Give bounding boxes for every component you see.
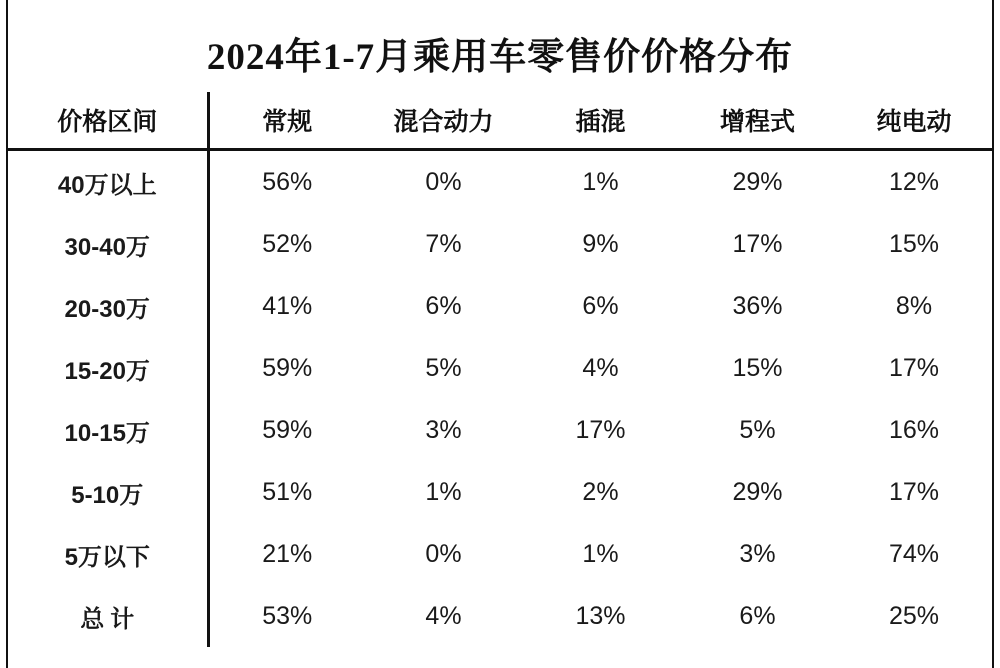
column-header-3: 增程式 — [679, 92, 836, 150]
page-title: 2024年1-7月乘用车零售价价格分布 — [206, 37, 794, 78]
cell-value: 6% — [739, 601, 776, 630]
cell-value: 41% — [262, 291, 313, 320]
cell-value: 36% — [732, 291, 783, 320]
column-header-0: 常规 — [208, 92, 365, 150]
cell-value: 52% — [262, 229, 313, 258]
table-row — [8, 150, 992, 214]
cell-value: 0% — [425, 167, 462, 196]
cell-value: 0% — [425, 539, 462, 568]
cell-value: 59% — [262, 353, 313, 382]
cell-value: 51% — [262, 477, 313, 506]
cell-value: 16% — [888, 415, 940, 444]
cell-value: 6% — [425, 291, 462, 320]
cell-value: 8% — [895, 291, 933, 320]
cell-value: 9% — [582, 229, 619, 258]
cell-value: 7% — [425, 229, 462, 258]
cell-value: 53% — [262, 601, 313, 630]
cell-value: 56% — [262, 167, 313, 196]
row-label: 5万以下 — [8, 523, 208, 585]
column-header-price-range: 价格区间 — [8, 92, 208, 150]
row-label: 30-40万 — [8, 213, 208, 275]
cell-value: 1% — [582, 167, 619, 196]
table-row-total — [8, 585, 992, 647]
table-row — [8, 399, 992, 461]
cell-value: 15% — [888, 229, 940, 258]
column-header-1: 混合动力 — [365, 92, 522, 150]
row-label: 15-20万 — [8, 337, 208, 399]
cell-value: 74% — [888, 539, 940, 568]
cell-value: 5% — [425, 353, 462, 382]
cell-value: 29% — [732, 477, 783, 506]
cell-value: 5% — [739, 415, 776, 444]
frame-line-right — [992, 0, 994, 668]
column-header-2: 插混 — [522, 92, 679, 150]
cell-value: 17% — [888, 353, 940, 382]
cell-value: 17% — [575, 415, 626, 444]
table-row — [8, 213, 992, 275]
cell-value: 4% — [425, 601, 462, 630]
cell-value: 3% — [739, 539, 776, 568]
cell-value: 29% — [732, 167, 783, 196]
cell-value: 3% — [425, 415, 462, 444]
cell-value: 13% — [575, 601, 626, 630]
cell-value: 4% — [582, 353, 619, 382]
cell-value: 1% — [582, 539, 619, 568]
cell-value: 1% — [425, 477, 462, 506]
cell-value: 25% — [888, 601, 940, 630]
row-label: 20-30万 — [8, 275, 208, 337]
cell-value: 59% — [262, 415, 313, 444]
cell-value: 21% — [262, 539, 313, 568]
cell-value: 17% — [888, 477, 940, 506]
table-row — [8, 461, 992, 523]
price-distribution-table — [8, 92, 992, 647]
table-row — [8, 275, 992, 337]
table-header-row — [8, 92, 992, 150]
cell-value: 2% — [582, 477, 619, 506]
cell-value: 6% — [582, 291, 619, 320]
cell-value: 17% — [732, 229, 783, 258]
row-label: 10-15万 — [8, 399, 208, 461]
row-label: 总计 — [8, 585, 208, 647]
table-row — [8, 523, 992, 585]
table-row — [8, 337, 992, 399]
row-label: 40万以上 — [8, 150, 208, 214]
cell-value: 12% — [888, 167, 940, 196]
column-header-4: 纯电动 — [836, 92, 992, 150]
cell-value: 15% — [732, 353, 783, 382]
row-label: 5-10万 — [8, 461, 208, 523]
